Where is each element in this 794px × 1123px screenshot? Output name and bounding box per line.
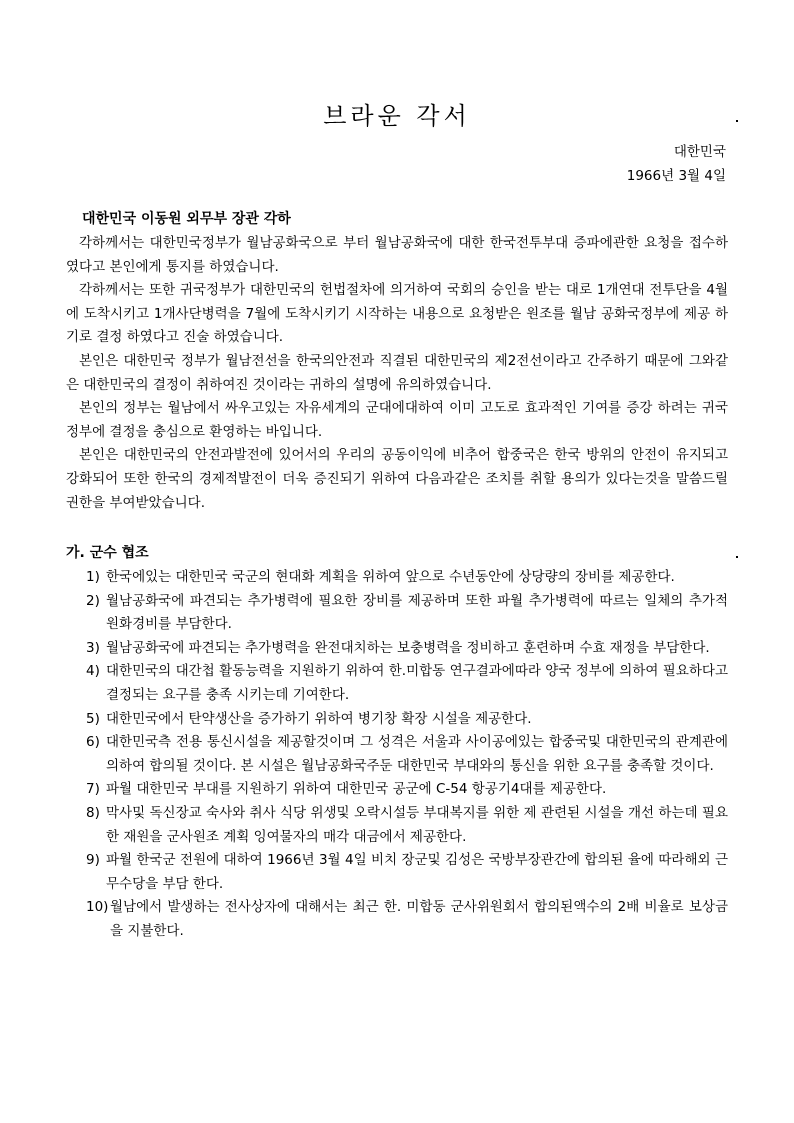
body-paragraph: 각하께서는 또한 귀국정부가 대한민국의 헌법절차에 의거하여 국회의 승인을 받는 대로 1개연대 전투단을 4월에 도착시키고 1개사단병력을 7월에 도착시키기 시작하는 내용으로 요청받은 원조를 월남 공화국정부에 제공 하기로 결정 하였다고 진술 하였습니다. xyxy=(66,282,728,346)
item-text: 월남공화국에 파견되는 추가병력을 완전대치하는 보충병력을 정비하고 훈련하며 수효 재정을 부담한다. xyxy=(106,639,710,656)
item-number: 2) xyxy=(86,592,100,609)
item-text: 월남에서 발생하는 전사상자에 대해서는 최근 한. 미합동 군사위원회서 합의된액수의 2배 비율로 보상금을 지불한다. xyxy=(110,899,728,939)
item-text: 대한민국측 전용 통신시설을 제공할것이며 그 성격은 서울과 사이공에있는 합중국및 대한민국의 관계관에 의하여 합의될 것이다. 본 시설은 월남공화국주둔 대한민국 부대와의 통신을 위한 요구를 충족할 것이다. xyxy=(106,734,728,774)
list-item xyxy=(86,849,728,896)
list-item xyxy=(86,731,728,778)
sender-block xyxy=(627,140,726,188)
item-text: 한국에있는 대한민국 국군의 현대화 계획을 위하여 앞으로 수년동안에 상당량의 장비를 제공한다. xyxy=(106,569,675,585)
document-date: 1966년 3월 4일 xyxy=(626,168,726,184)
body-paragraph: 각하께서는 대한민국정부가 월남공화국으로 부터 월남공화국에 대한 한국전투부대 증파에관한 요청을 접수하였다고 본인에게 통지를 하였습니다. xyxy=(66,235,728,275)
list-item xyxy=(86,778,728,802)
document-title: 브라운 각서 xyxy=(323,102,471,130)
sender-country: 대한민국 xyxy=(673,144,726,160)
body-paragraph: 본인은 대한민국 정부가 월남전선을 한국의안전과 직결된 대한민국의 제2전선이라고 간주하기 때문에 그와같은 대한민국의 결정이 취하여진 것이라는 귀하의 설명에 유의하였습니다. xyxy=(66,352,728,393)
item-text: 월남공화국에 파견되는 추가병력에 필요한 장비를 제공하며 또한 파월 추가병력에 따르는 일체의 추가적 원화경비를 부담한다. xyxy=(106,592,728,633)
list-item xyxy=(86,896,728,943)
item-text: 파월 대한민국 부대를 지원하기 위하여 대한민국 공군에 C-54 항공기4대를 제공한다. xyxy=(106,781,607,798)
item-number: 4) xyxy=(86,663,100,680)
item-number: 9) xyxy=(86,852,100,869)
item-number: 8) xyxy=(86,804,100,821)
item-number: 7) xyxy=(86,781,100,798)
item-text: 막사및 독신장교 숙사와 취사 식당 위생및 오락시설등 부대복지를 위한 제 관련된 시설을 개선 하는데 필요한 재원을 군사원조 계획 잉여물자의 매각 대금에서 제공한다. xyxy=(106,804,728,845)
list-item xyxy=(86,708,728,732)
scan-speck xyxy=(736,556,738,558)
item-text: 파월 한국군 전원에 대하여 1966년 3월 4일 비치 장군및 김성은 국방부장관간에 합의된 율에 따라해외 근무수당을 부담 한다. xyxy=(106,852,728,892)
item-number: 3) xyxy=(86,639,100,656)
body-paragraph: 본인의 정부는 월남에서 싸우고있는 자유세계의 군대에대하여 이미 고도로 효과적인 기여를 증강 하려는 귀국 정부에 결정을 충심으로 환영하는 바입니다. xyxy=(66,400,728,440)
body-paragraph: 본인은 대한민국의 안전과발전에 있어서의 우리의 공동이익에 비추어 합중국은 한국 방위의 안전이 유지되고 강화되어 또한 한국의 경제적발전이 더욱 증진되기 위하여 다음과같은 조치를 취할 용의가 있다는것을 말씀드릴 권한을 부여받았습니다. xyxy=(66,447,728,511)
logistics-list xyxy=(86,566,728,944)
list-item xyxy=(86,802,728,849)
item-number: 6) xyxy=(86,734,100,751)
list-item xyxy=(86,590,728,637)
item-number: 5) xyxy=(86,710,100,727)
list-item xyxy=(86,660,728,707)
addressee: 대한민국 이동원 외무부 장관 각하 xyxy=(82,211,291,227)
item-text: 대한민국에서 탄약생산을 증가하기 위하여 병기창 확장 시설을 제공한다. xyxy=(106,710,532,727)
item-number: 10) xyxy=(86,899,109,916)
section-heading: 가. 군수 협조 xyxy=(66,545,149,561)
item-number: 1) xyxy=(86,569,100,585)
list-item xyxy=(86,637,728,661)
scan-speck xyxy=(736,120,738,122)
item-text: 대한민국의 대간첩 활동능력을 지원하기 위하여 한.미합동 연구결과에따라 양국 정부에 의하여 필요하다고 결정되는 요구를 충족 시키는데 기여한다. xyxy=(106,663,728,703)
letter-body xyxy=(66,232,728,515)
list-item xyxy=(86,566,728,590)
